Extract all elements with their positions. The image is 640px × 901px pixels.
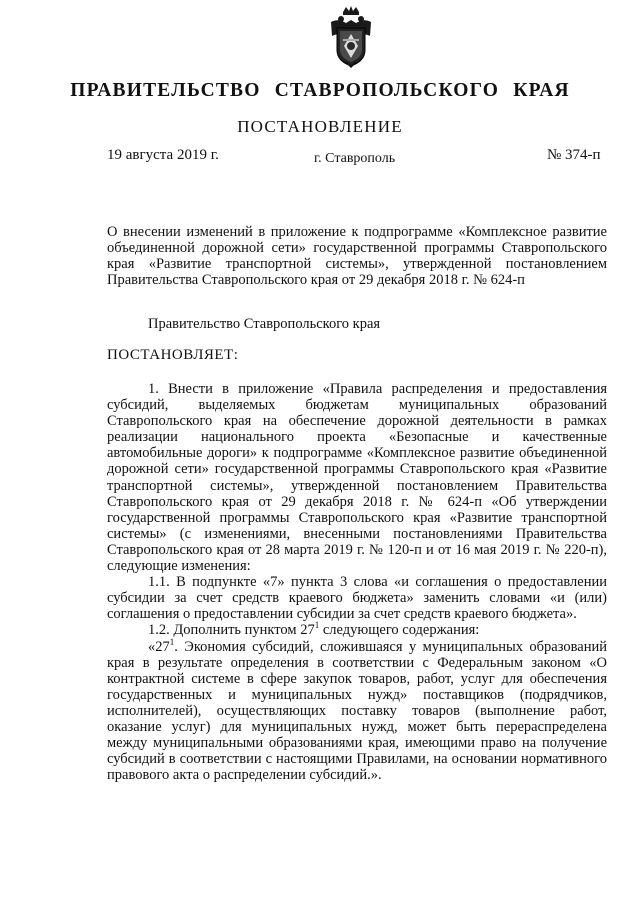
superscript: 1	[169, 636, 175, 647]
subject-text: О внесении изменений в приложение к подпрограмме «Комплексное развитие объединенной дорожной сети» государственной программы Ставропольского края «Развитие транспортной системы», утвержденной постановлением Правительства Ставропольского края от 29 декабря 2018 г. № 624-п	[107, 224, 607, 288]
document-date: 19 августа 2019 г.	[107, 147, 219, 163]
paragraph-1-2-text-start: 1.2. Дополнить пунктом 27	[148, 622, 315, 639]
paragraph-27-1	[107, 636, 607, 784]
paragraph-1-2	[107, 622, 607, 638]
paragraph-27-1-text-end: . Экономия субсидий, сложившаяся у муниципальных образований края в результате определения в соответствии с Федеральным законом «О контрактной системе в сфере закупок товаров, работ, услуг для обеспечения государственных и муниципальных нужд» поставщиков (подрядчиков, исполнителей), осуществляющих поставку товаров (выполнение работ, оказание услуг) для муниципальных нужд, может быть перераспределена между муниципальными образованиями края, имеющими право на получение субсидий в соответствии с настоящими Правилами, на основании нормативного правового акта о распределении субсидий.».	[107, 638, 607, 784]
paragraph-1-2-text-end: следующего содержания:	[319, 622, 480, 639]
document-subject	[107, 224, 607, 288]
document-type: ПОСТАНОВЛЕНИЕ	[237, 117, 403, 136]
government-name: ПРАВИТЕЛЬСТВО СТАВРОПОЛЬСКОГО КРАЯ	[70, 80, 570, 101]
decree-word: ПОСТАНОВЛЯЕТ:	[107, 347, 239, 363]
document-city: г. Ставрополь	[314, 151, 396, 166]
paragraph-27-1-text-start: «27	[148, 638, 170, 655]
paragraph-1-1: 1.1. В подпункте «7» пункта 3 слова «и соглашения о предоставлении субсидии за счет средств краевого бюджета» заменить словами «и (или) соглашения о предоставлении субсидии за счет средств краевого бюджета».	[107, 574, 607, 623]
coat-of-arms-icon	[328, 6, 374, 68]
paragraph-1: 1. Внести в приложение «Правила распределения и предоставления субсидий, выделяемых бюджетам муниципальных образований Ставропольского края на обеспечение дорожной деятельности в рамках реализации национального проекта «Безопасные и качественные автомобильные дороги» к подпрограмме «Комплексное развитие объединенной дорожной сети» государственной программы Ставропольского края «Развитие транспортной системы», утвержденной постановлением Правительства Ставропольского края от 29 декабря 2018 г. № 624-п «Об утверждении государственной программы Ставропольского края «Развитие транспортной системы» (с изменениями, внесенными постановлениями Правительства Ставропольского края от 28 марта 2019 г. № 120-п и от 16 мая 2019 г. № 220-п), следующие изменения:	[107, 381, 607, 575]
document-body	[107, 381, 607, 783]
issuing-authority: Правительство Ставропольского края	[148, 316, 381, 332]
superscript: 1	[314, 620, 320, 631]
document-number: № 374-п	[547, 147, 601, 163]
